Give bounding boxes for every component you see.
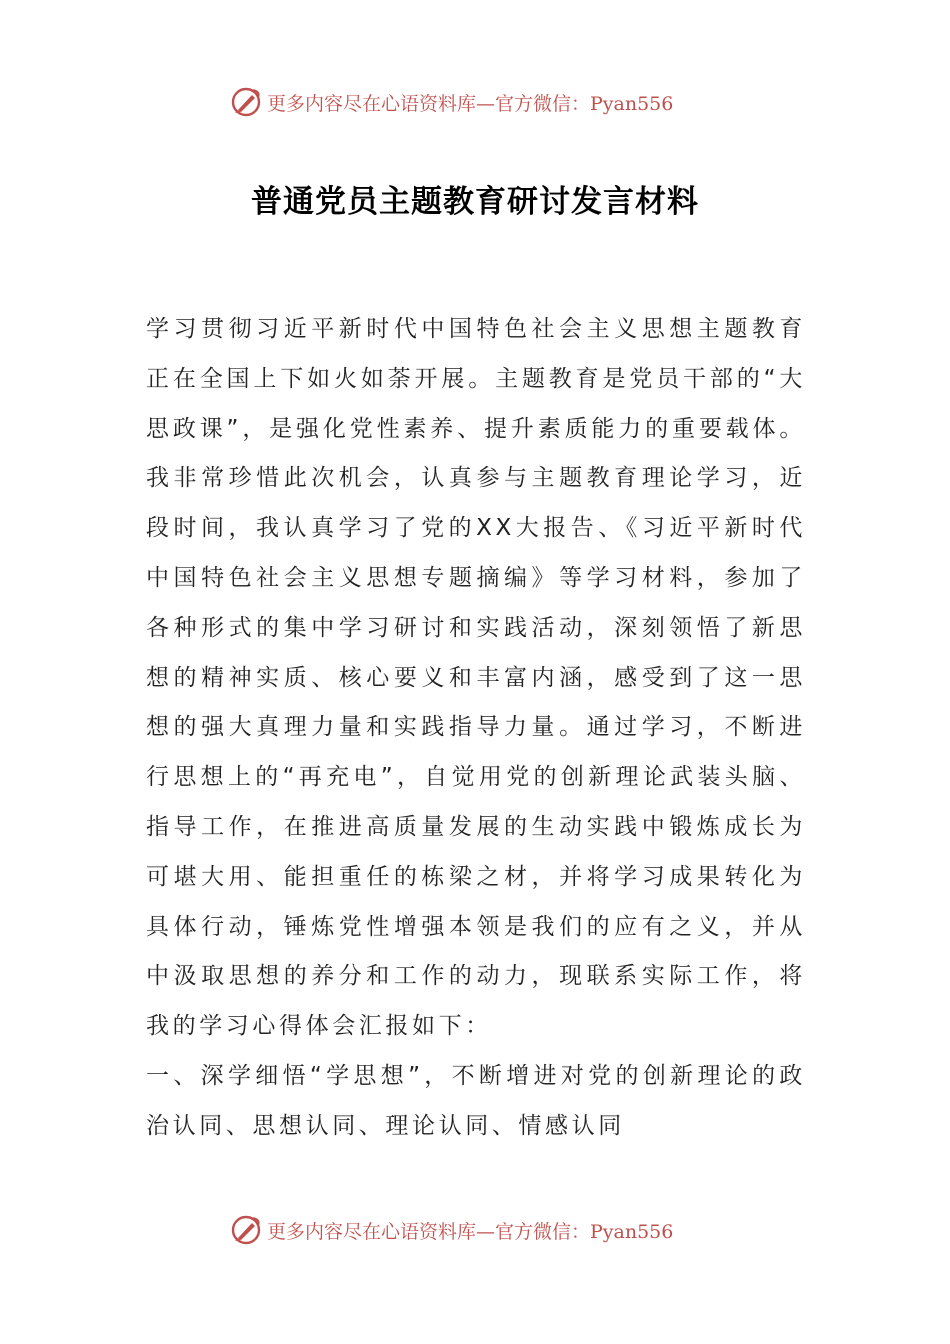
header-watermark: [0, 82, 950, 122]
footer-watermark: [0, 1210, 950, 1250]
footer-watermark-content: [229, 1210, 673, 1250]
header-watermark-content: [229, 82, 673, 122]
footer-watermark-text: 更多内容尽在心语资料库—官方微信：Pyan556: [267, 1220, 674, 1243]
document-body: [146, 305, 806, 1152]
pen-circle-logo-icon: [229, 1213, 263, 1247]
header-watermark-text: 更多内容尽在心语资料库—官方微信：Pyan556: [267, 92, 674, 115]
body-paragraph-section-heading: 一、深学细悟“学思想”，不断增进对党的创新理论的政治认同、思想认同、理论认同、情感认同: [146, 1062, 806, 1139]
body-paragraph-intro: 学习贯彻习近平新时代中国特色社会主义思想主题教育正在全国上下如火如荼开展。主题教育是党员干部的“大思政课”，是强化党性素养、提升素质能力的重要载体。我非常珍惜此次机会，认真参与主题教育理论学习，近段时间，我认真学习了党的XX大报告、《习近平新时代中国特色社会主义思想专题摘编》等学习材料，参加了各种形式的集中学习研讨和实践活动，深刻领悟了新思想的精神实质、核心要义和丰富内涵，感受到了这一思想的强大真理力量和实践指导力量。通过学习，不断进行思想上的“再充电”，自觉用党的创新理论武装头脑、指导工作，在推进高质量发展的生动实践中锻炼成长为可堪大用、能担重任的栋梁之材，并将学习成果转化为具体行动，锤炼党性增强本领是我们的应有之义，并从中汲取思想的养分和工作的动力，现联系实际工作，将我的学习心得体会汇报如下：: [146, 316, 806, 1040]
pen-circle-logo-icon: [229, 85, 263, 119]
document-title: 普通党员主题教育研讨发言材料: [251, 184, 699, 220]
